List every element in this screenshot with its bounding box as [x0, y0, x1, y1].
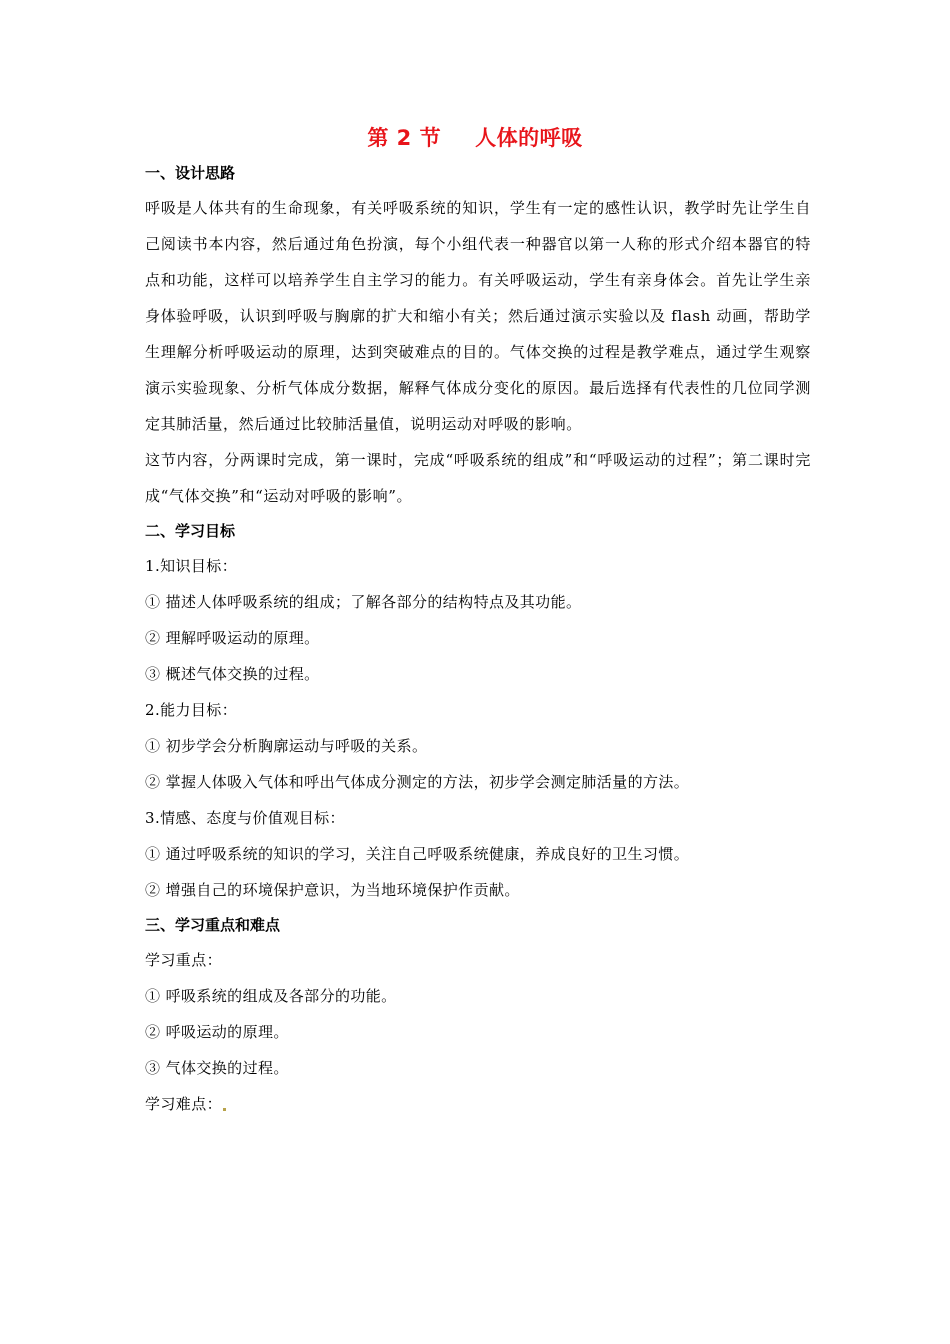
key-point-item-1: ① 呼吸系统的组成及各部分的功能。 — [145, 987, 397, 1005]
difficulty-label-row — [145, 1086, 811, 1122]
title-section-number: 第 2 节 — [367, 126, 442, 150]
watermark-dot — [223, 1108, 226, 1111]
page-title — [0, 122, 950, 152]
section-heading-goals: 二、学习目标 — [145, 522, 236, 540]
goal-ability-item-1: ① 初步学会分析胸廓运动与呼吸的关系。 — [145, 737, 428, 755]
document-body — [145, 160, 811, 1122]
goal-knowledge-item-3: ③ 概述气体交换的过程。 — [145, 665, 320, 683]
section-heading-design: 一、设计思路 — [145, 164, 236, 182]
key-point-item-2: ② 呼吸运动的原理。 — [145, 1023, 289, 1041]
key-points-label: 学习重点： — [145, 951, 223, 969]
section-heading-key-points: 三、学习重点和难点 — [145, 916, 281, 934]
design-paragraph-1: 呼吸是人体共有的生命现象，有关呼吸系统的知识，学生有一定的感性认识，教学时先让学生自己阅读书本内容，然后通过角色扮演，每个小组代表一种器官以第一人称的形式介绍本器官的特点和功能，这样可以培养学生自主学习的能力。有关呼吸运动，学生有亲身体会。首先让学生亲身体验呼吸，认识到呼吸与胸廓的扩大和缩小有关；然后通过演示实验以及 flash 动画，帮助学生理解分析呼吸运动的原理，达到突破难点的目的。气体交换的过程是教学难点，通过学生观察演示实验现象、分析气体成分数据，解释气体成分变化的原因。最后选择有代表性的几位同学测定其肺活量，然后通过比较肺活量值，说明运动对呼吸的影响。 — [145, 199, 811, 433]
goal-knowledge-item-1: ① 描述人体呼吸系统的组成；了解各部分的结构特点及其功能。 — [145, 593, 582, 611]
difficulty-label: 学习难点： — [145, 1095, 223, 1113]
goal-ability-item-2: ② 掌握人体吸入气体和呼出气体成分测定的方法，初步学会测定肺活量的方法。 — [145, 773, 690, 791]
goal-attitude-item-1: ① 通过呼吸系统的知识的学习，关注自己呼吸系统健康，养成良好的卫生习惯。 — [145, 845, 690, 863]
goal-knowledge-label: 1.知识目标： — [145, 557, 238, 575]
design-paragraph-2: 这节内容，分两课时完成，第一课时，完成“呼吸系统的组成”和“呼吸运动的过程”；第二课时完成“气体交换”和“运动对呼吸的影响”。 — [145, 451, 811, 505]
goal-knowledge-item-2: ② 理解呼吸运动的原理。 — [145, 629, 320, 647]
key-point-item-3: ③ 气体交换的过程。 — [145, 1059, 289, 1077]
title-text: 人体的呼吸 — [475, 126, 583, 150]
goal-attitude-item-2: ② 增强自己的环境保护意识，为当地环境保护作贡献。 — [145, 881, 520, 899]
goal-attitude-label: 3.情感、态度与价值观目标： — [145, 809, 345, 827]
goal-ability-label: 2.能力目标： — [145, 701, 238, 719]
